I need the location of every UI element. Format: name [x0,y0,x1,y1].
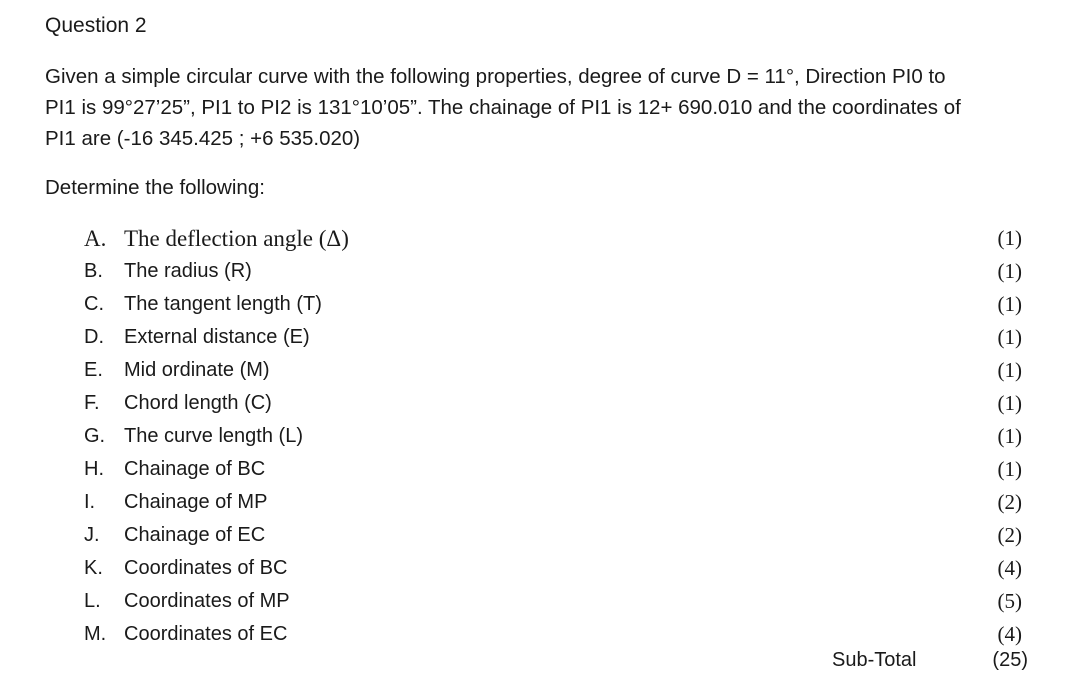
task-item [0,387,1080,420]
task-text: Coordinates of BC [124,557,288,579]
task-item [0,354,1080,387]
task-text: Coordinates of MP [124,590,290,612]
task-letter: A. [84,226,107,251]
task-item [0,420,1080,453]
subtotal-value: (25) [992,649,1028,671]
subtotal-label: Sub-Total [832,649,917,671]
task-item [0,486,1080,519]
task-text: Chord length (C) [124,392,272,414]
task-marks: (1) [997,259,1022,283]
task-letter: B. [84,260,103,282]
subtotal-row [0,644,1080,677]
task-marks: (5) [997,589,1022,613]
task-text: The curve length (L) [124,425,303,447]
task-item [0,552,1080,585]
task-item [0,222,1080,255]
task-letter: M. [84,623,107,645]
task-marks: (2) [997,523,1022,547]
task-list [0,222,1080,651]
task-marks: (1) [997,424,1022,448]
question-body-line: PI1 is 99°27’25”, PI1 to PI2 is 131°10’05”. The chainage of PI1 is 12+ 690.010 and the coordinates of [45,96,961,119]
task-letter: L. [84,590,101,612]
task-marks: (2) [997,490,1022,514]
task-text: Chainage of EC [124,524,266,546]
question-body-line: PI1 are (-16 345.425 ; +6 535.020) [45,127,361,150]
task-item [0,321,1080,354]
task-marks: (1) [997,226,1022,250]
task-marks: (4) [997,622,1022,646]
task-letter: I. [84,491,96,513]
task-letter: E. [84,359,103,381]
task-item [0,288,1080,321]
task-text: The tangent length (T) [124,293,322,315]
task-marks: (1) [997,457,1022,481]
task-marks: (4) [997,556,1022,580]
task-letter: G. [84,425,106,447]
task-text: The radius (R) [124,260,252,282]
instruction-text: Determine the following: [45,176,265,199]
task-text: External distance (E) [124,326,310,348]
task-item [0,519,1080,552]
question-heading: Question 2 [45,14,147,37]
task-letter: H. [84,458,104,480]
task-letter: K. [84,557,103,579]
task-text: Coordinates of EC [124,623,288,645]
task-text: The deflection angle (Δ) [124,226,349,251]
task-text: Mid ordinate (M) [124,359,270,381]
task-text: Chainage of MP [124,491,268,513]
task-item [0,453,1080,486]
task-marks: (1) [997,325,1022,349]
task-marks: (1) [997,391,1022,415]
task-letter: F. [84,392,100,414]
task-marks: (1) [997,358,1022,382]
task-text: Chainage of BC [124,458,266,480]
task-letter: D. [84,326,104,348]
task-marks: (1) [997,292,1022,316]
task-letter: J. [84,524,100,546]
task-item [0,585,1080,618]
question-body [45,61,1045,154]
task-item [0,255,1080,288]
question-body-line: Given a simple circular curve with the following properties, degree of curve D = 11°, Direction PI0 to [45,65,946,88]
task-letter: C. [84,293,104,315]
